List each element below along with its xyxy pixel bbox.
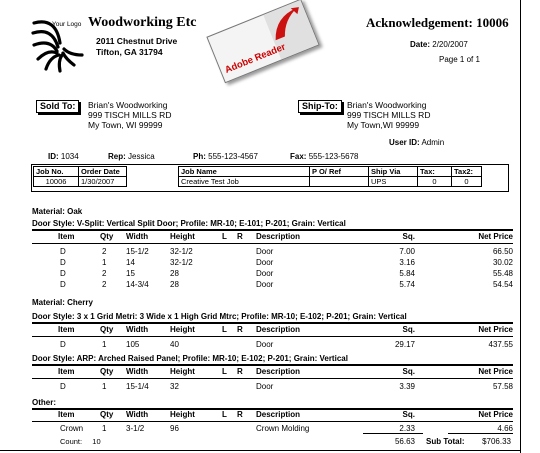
oak-row-cell: D	[60, 247, 66, 256]
material-cherry: Material: Cherry	[32, 298, 93, 307]
arp-col-header: Net Price	[478, 367, 513, 376]
page-bottom-border	[0, 450, 521, 451]
user-id-value: Admin	[421, 138, 445, 147]
cherry-col-header: Width	[126, 325, 149, 334]
logo-text: Your Logo	[52, 21, 82, 28]
oak-row-cell: 2	[102, 280, 107, 289]
oak-row-cell: 3.16	[399, 258, 415, 267]
date-label: Date:	[410, 40, 431, 49]
oak-row-cell: 7.00	[399, 247, 415, 256]
oak-col-header: Height	[170, 232, 195, 241]
cherry-style-rule	[32, 322, 513, 324]
phone-label: Ph:	[193, 152, 206, 161]
oak-col-header: Net Price	[478, 232, 513, 241]
customer-id	[48, 152, 79, 161]
sales-rep	[108, 152, 155, 161]
ship-to-line1: Brian's Woodworking	[347, 100, 427, 110]
oak-row-cell: 55.48	[492, 269, 513, 278]
cherry-col-header: Height	[170, 325, 195, 334]
adobe-reader-badge[interactable]	[206, 0, 319, 83]
oak-row-cell: 54.54	[492, 280, 513, 289]
job-table-header	[34, 167, 482, 177]
sq-total: 56.63	[394, 437, 415, 446]
oak-row-cell: 28	[170, 269, 179, 278]
po-ref-value	[310, 177, 369, 187]
ship-to-line3: My Town,WI 99999	[347, 120, 420, 130]
company-address-line1: 2011 Chestnut Drive	[96, 36, 178, 46]
fax-label: Fax:	[290, 152, 307, 161]
cherry-header-rule	[32, 336, 513, 337]
ship-via-value: UPS	[369, 177, 418, 187]
ship-via-header: Ship Via	[369, 167, 418, 177]
phone	[193, 152, 258, 161]
arp-row-cell: 15-1/4	[126, 382, 149, 391]
order-date-header: Order Date	[79, 167, 127, 177]
other-col-header: Height	[170, 410, 195, 419]
arp-header-rule	[32, 378, 513, 379]
company-address-line2: Tifton, GA 31794	[96, 47, 163, 57]
job-no-value: 10006	[34, 177, 79, 187]
date-value: 2/20/2007	[432, 40, 468, 49]
other-row-cell: Crown Molding	[256, 424, 310, 433]
oak-row-cell: 5.74	[399, 280, 415, 289]
other-col-header: Item	[58, 410, 75, 419]
oak-row-cell: D	[60, 280, 66, 289]
user-id	[389, 138, 444, 147]
other-label: Other:	[32, 398, 56, 407]
oak-col-header: Sq.	[402, 232, 415, 241]
cherry-row-cell: 40	[170, 340, 179, 349]
cherry-row-cell: D	[60, 340, 66, 349]
oak-col-header: Item	[58, 232, 75, 241]
fax-value: 555-123-5678	[308, 152, 359, 161]
door-style-oak: Door Style: V-Split: Vertical Split Door; Profile: MR-10; E-101; P-201; Grain: Vertical	[32, 219, 346, 228]
oak-row-cell: 15	[126, 269, 135, 278]
oak-col-header: Width	[126, 232, 149, 241]
phone-value: 555-123-4567	[208, 152, 258, 161]
other-row-cell: 3-1/2	[126, 424, 145, 433]
job-gap	[127, 167, 179, 177]
ship-to-label: Ship-To:	[298, 100, 342, 113]
oak-col-header: Description	[256, 232, 301, 241]
other-row-cell: Crown	[60, 424, 84, 433]
page-number: Page 1 of 1	[439, 55, 480, 64]
other-row-cell: 96	[170, 424, 179, 433]
oak-row-cell: Door	[256, 258, 274, 267]
cherry-col-header: Sq.	[402, 325, 415, 334]
material-oak: Material: Oak	[32, 207, 83, 216]
cherry-col-header: Net Price	[478, 325, 513, 334]
tax2-value: 0	[452, 177, 482, 187]
arp-col-header: Height	[170, 367, 195, 376]
arp-style-rule	[32, 364, 513, 366]
oak-col-header: Qty	[100, 232, 114, 241]
item-count	[60, 437, 101, 446]
sold-to-label: Sold To:	[36, 100, 79, 113]
rep-value: Jessica	[128, 152, 155, 161]
door-style-cherry: Door Style: 3 x 1 Grid Metri: 3 Wide x 1 High Grid Mtrc; Profile: MR-10; E-102; P-201; Grain: Vertical	[32, 312, 407, 321]
door-style-arp: Door Style: ARP: Arched Raised Panel; Profile: MR-10; E-102; P-201; Grain: Vertical	[32, 354, 348, 363]
job-gap-value	[127, 177, 179, 187]
job-no-header: Job No.	[34, 167, 79, 177]
oak-row-cell: 32-1/2	[170, 247, 193, 256]
cherry-row-cell: 437.55	[488, 340, 513, 349]
other-col-header: Net Price	[478, 410, 513, 419]
ship-to-line2: 999 TISCH MILLS RD	[347, 110, 431, 120]
cherry-row-cell: 105	[126, 340, 140, 349]
cherry-row-cell: 1	[102, 340, 107, 349]
sq-total-rule	[363, 433, 423, 434]
sold-to-line2: 999 TISCH MILLS RD	[88, 110, 172, 120]
sold-to-line3: My Town, WI 99999	[88, 120, 163, 130]
cherry-col-header: R	[237, 325, 243, 334]
other-col-header: Sq.	[402, 410, 415, 419]
oak-row-cell: D	[60, 258, 66, 267]
cherry-col-header: L	[222, 325, 227, 334]
oak-row-cell: 15-1/2	[126, 247, 149, 256]
job-table-row	[34, 177, 482, 187]
subtotal-label: Sub Total:	[426, 437, 465, 446]
arp-col-header: L	[222, 367, 227, 376]
cherry-row-cell: Door	[256, 340, 274, 349]
oak-style-rule	[32, 229, 513, 231]
arp-col-header: Qty	[100, 367, 114, 376]
other-row-cell: 1	[102, 424, 107, 433]
oak-row-cell: 66.50	[492, 247, 513, 256]
subtotal-value: $706.33	[482, 437, 511, 446]
other-row-cell: 2.33	[399, 424, 415, 433]
company-name: Woodworking Etc	[88, 15, 197, 30]
other-col-header: Qty	[100, 410, 114, 419]
arp-row-cell: 32	[170, 382, 179, 391]
arp-row-cell: 3.39	[399, 382, 415, 391]
oak-row-cell: 28	[170, 280, 179, 289]
oak-row-cell: D	[60, 269, 66, 278]
page-right-border	[520, 0, 521, 453]
oak-col-header: R	[237, 232, 243, 241]
arp-col-header: Width	[126, 367, 149, 376]
other-col-header: Description	[256, 410, 301, 419]
job-name-header: Job Name	[179, 167, 310, 177]
document-title: Acknowledgement: 10006	[366, 15, 509, 30]
arp-row-cell: 1	[102, 382, 107, 391]
cherry-col-header: Description	[256, 325, 301, 334]
rep-label: Rep:	[108, 152, 126, 161]
arp-row-cell: 57.58	[492, 382, 513, 391]
cherry-row-cell: 29.17	[394, 340, 415, 349]
job-name-value: Creative Test Job	[179, 177, 310, 187]
count-value: 10	[92, 437, 101, 446]
oak-row-cell: 30.02	[492, 258, 513, 267]
oak-row-cell: 5.84	[399, 269, 415, 278]
id-label: ID:	[48, 152, 59, 161]
oak-row-cell: 32-1/2	[170, 258, 193, 267]
oak-row-cell: Door	[256, 269, 274, 278]
tax-header: Tax:	[418, 167, 452, 177]
arp-col-header: Item	[58, 367, 75, 376]
user-id-label: User ID:	[389, 138, 420, 147]
other-col-header: Width	[126, 410, 149, 419]
oak-col-header: L	[222, 232, 227, 241]
po-ref-header: P O/ Ref	[310, 167, 369, 177]
arp-col-header: Description	[256, 367, 301, 376]
job-table	[33, 166, 482, 187]
fax	[290, 152, 359, 161]
cherry-col-header: Qty	[100, 325, 114, 334]
id-value: 1034	[60, 152, 79, 161]
other-header-rule	[32, 421, 513, 422]
arp-row-cell: Door	[256, 382, 274, 391]
oak-row-cell: 2	[102, 269, 107, 278]
document-date	[410, 40, 468, 49]
tax-value: 0	[418, 177, 452, 187]
order-date-value: 1/30/2007	[79, 177, 127, 187]
arp-col-header: Sq.	[402, 367, 415, 376]
oak-header-rule	[32, 243, 513, 244]
oak-row-cell: Door	[256, 280, 274, 289]
adobe-reader-label: Adobe Reader	[223, 41, 288, 76]
subtotal-rule	[448, 433, 513, 434]
oak-row-cell: Door	[256, 247, 274, 256]
arp-row-cell: D	[60, 382, 66, 391]
oak-row-cell: 14	[126, 258, 135, 267]
other-col-header: L	[222, 410, 227, 419]
oak-row-cell: 2	[102, 247, 107, 256]
cherry-col-header: Item	[58, 325, 75, 334]
count-label: Count:	[60, 437, 83, 446]
oak-row-cell: 1	[102, 258, 107, 267]
other-row-cell: 4.66	[497, 424, 513, 433]
sold-to-line1: Brian's Woodworking	[88, 100, 168, 110]
tax2-header: Tax2:	[452, 167, 482, 177]
oak-row-cell: 14-3/4	[126, 280, 149, 289]
arp-col-header: R	[237, 367, 243, 376]
other-col-header: R	[237, 410, 243, 419]
